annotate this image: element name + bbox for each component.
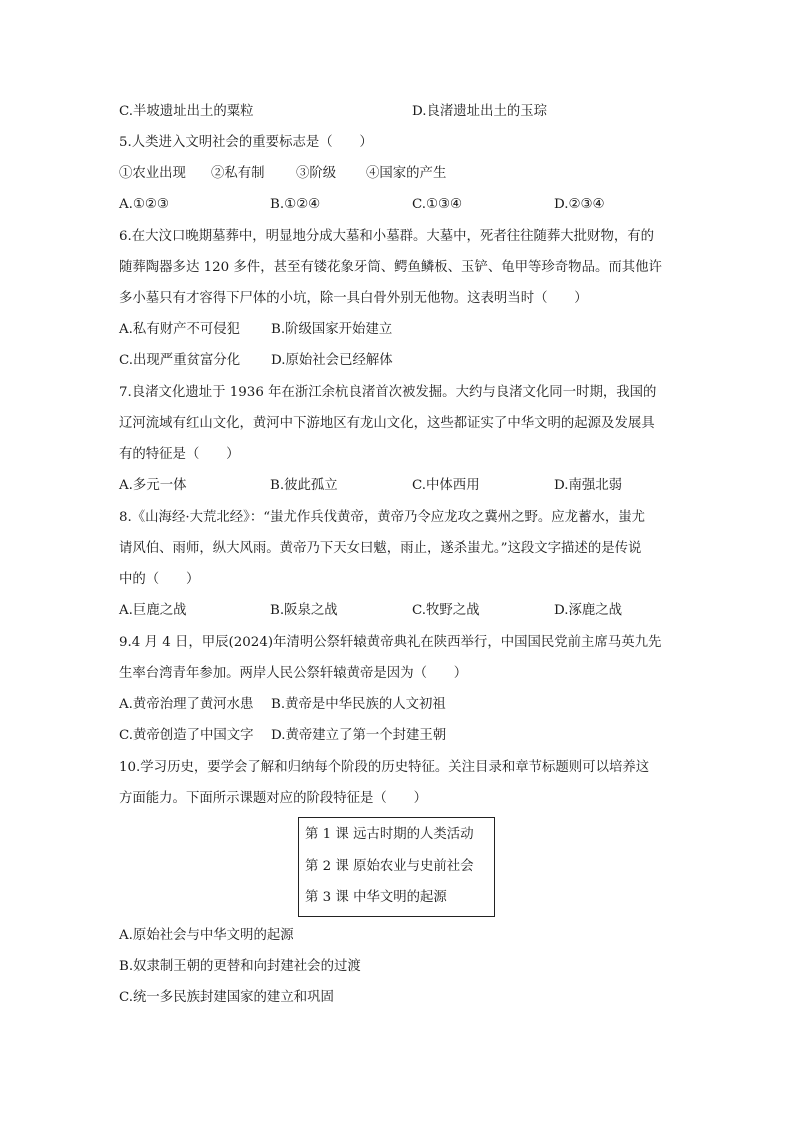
q6-option-c: C.出现严重贫富分化 xyxy=(119,353,241,368)
q7-stem-line-2: 辽河流域有红山文化，黄河中下游地区有龙山文化，这些都证实了中华文明的起源及发展具 xyxy=(119,416,655,431)
lesson-titles-box xyxy=(298,817,495,917)
q9-option-a: A.黄帝治理了黄河水患 xyxy=(119,697,254,712)
q7-stem-line-1: 7.良渚文化遗址于 1936 年在浙江余杭良渚首次被发掘。大约与良渚文化同一时期，我国的 xyxy=(119,385,657,400)
q4-option-d: D.良渚遗址出土的玉琮 xyxy=(412,104,548,119)
q7-option-a: A.多元一体 xyxy=(119,478,187,493)
q5-item-1: ①农业出现 xyxy=(119,166,186,181)
q7-option-c: C.中体西用 xyxy=(412,478,480,493)
q5-option-c: C.①③④ xyxy=(412,197,463,212)
q5-option-b: B.①②④ xyxy=(270,197,321,212)
q10-option-a: A.原始社会与中华文明的起源 xyxy=(119,928,294,943)
lesson-title-2: 第 2 课 原始农业与史前社会 xyxy=(305,859,474,874)
lesson-title-1: 第 1 课 远古时期的人类活动 xyxy=(305,827,474,842)
q5-stem: 5.人类进入文明社会的重要标志是（ ） xyxy=(119,135,373,150)
q7-stem-line-3: 有的特征是（ ） xyxy=(119,447,240,462)
q8-stem-line-3: 中的（ ） xyxy=(119,572,200,587)
q10-option-b: B.奴隶制王朝的更替和向封建社会的过渡 xyxy=(119,959,361,974)
q5-option-a: A.①②③ xyxy=(119,197,169,212)
q7-option-d: D.南强北弱 xyxy=(554,478,623,493)
q4-option-c: C.半坡遗址出土的粟粒 xyxy=(119,104,254,119)
q6-stem-line-2: 随葬陶器多达 120 多件，甚至有镂花象牙筒、鳄鱼鳞板、玉铲、龟甲等珍奇物品。而其他许 xyxy=(119,260,662,275)
q8-stem-line-1: 8.《山海经·大荒北经》：“蚩尤作兵伐黄帝，黄帝乃令应龙攻之冀州之野。应龙蓄水，蚩尤 xyxy=(119,510,646,525)
q8-option-b: B.阪泉之战 xyxy=(270,603,338,618)
q9-stem-line-1: 9.4 月 4 日，甲辰(2024)年清明公祭轩辕黄帝典礼在陕西举行，中国国民党前主席马英九先 xyxy=(119,635,662,650)
q9-stem-line-2: 生率台湾青年参加。两岸人民公祭轩辕黄帝是因为（ ） xyxy=(119,666,468,681)
lesson-title-3: 第 3 课 中华文明的起源 xyxy=(305,890,447,905)
q6-option-d: D.原始社会已经解体 xyxy=(271,353,393,368)
q7-option-b: B.彼此孤立 xyxy=(270,478,338,493)
q10-stem-line-2: 方面能力。下面所示课题对应的阶段特征是（ ） xyxy=(119,791,427,806)
q8-stem-line-2: 请风伯、雨师，纵大风雨。黄帝乃下天女曰魃，雨止，遂杀蚩尤。”这段文字描述的是传说 xyxy=(119,541,642,556)
q5-item-2: ②私有制 xyxy=(211,166,265,181)
q5-item-3: ③阶级 xyxy=(296,166,337,181)
q9-option-d: D.黄帝建立了第一个封建王朝 xyxy=(271,728,447,743)
q6-stem-line-1: 6.在大汶口晚期墓葬中，明显地分成大墓和小墓群。大墓中，死者往往随葬大批财物，有的 xyxy=(119,229,655,244)
q8-option-d: D.涿鹿之战 xyxy=(554,603,623,618)
q10-option-c: C.统一多民族封建国家的建立和巩固 xyxy=(119,990,334,1005)
q8-option-c: C.牧野之战 xyxy=(412,603,480,618)
q5-option-d: D.②③④ xyxy=(554,197,605,212)
q9-option-c: C.黄帝创造了中国文字 xyxy=(119,728,254,743)
q5-item-4: ④国家的产生 xyxy=(366,166,447,181)
q6-stem-line-3: 多小墓只有才容得下尸体的小坑，除一具白骨外别无他物。这表明当时（ ） xyxy=(119,291,588,306)
q6-option-a: A.私有财产不可侵犯 xyxy=(119,322,241,337)
q6-option-b: B.阶级国家开始建立 xyxy=(271,322,393,337)
q10-stem-line-1: 10.学习历史，要学会了解和归纳每个阶段的历史特征。关注目录和章节标题则可以培养这 xyxy=(119,760,650,775)
q9-option-b: B.黄帝是中华民族的人文初祖 xyxy=(271,697,446,712)
q8-option-a: A.巨鹿之战 xyxy=(119,603,187,618)
